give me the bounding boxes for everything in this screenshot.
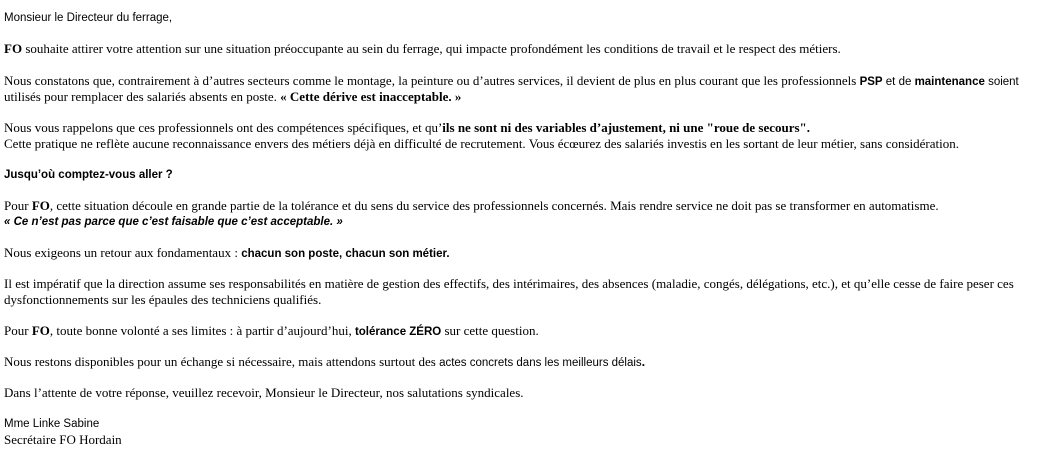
paragraph-2-line-1: Nous constatons que, contrairement à d’autres secteurs comme le montage, la peinture ou d’autres services, il devient de plus en plus courant que les professionnels PSP et de maintenance soient: [4, 73, 1019, 88]
psp-emphasis: PSP: [859, 76, 883, 88]
signature-name: Mme Linke Sabine: [4, 418, 100, 430]
tolerance-zero-emphasis: tolérance ZÉRO: [354, 326, 442, 338]
fo-emphasis: FO: [31, 323, 50, 338]
fo-emphasis: FO: [31, 198, 50, 213]
maintenance-emphasis: maintenance: [914, 76, 985, 88]
inacceptable-quote: « Cette dérive est inacceptable. »: [276, 89, 462, 104]
acceptable-quote: « Ce n’est pas parce que c’est faisable que c’est acceptable. »: [4, 216, 343, 228]
paragraph-3-line-1: Nous vous rappelons que ces professionnels ont des compétences spécifiques, et qu’ils ne sont ni des variables d’ajustement, ni une "roue de secours".: [4, 120, 811, 135]
paragraph-7: Pour FO, toute bonne volonté a ses limites : à partir d’aujourd’hui, tolérance ZÉRO sur cette question.: [4, 323, 539, 338]
paragraph-4-line-1: Pour FO, cette situation découle en grande partie de la tolérance et du sens du service des professionnels concernés. Mais rendre service ne doit pas se transformer en automatisme.: [4, 198, 939, 213]
paragraph-3-line-2: Cette pratique ne reflète aucune reconnaissance envers des métiers déjà en difficulté de recrutement. Vous écœurez des salariés investis en les sortant de leur métier, sans considération.: [4, 136, 959, 151]
salutation: Monsieur le Directeur du ferrage,: [4, 12, 173, 24]
paragraph-1: FO souhaite attirer votre attention sur une situation préoccupante au sein du ferrage, qui impacte profondément les conditions de travail et le respect des métiers.: [4, 41, 841, 56]
paragraph-6-line-1: Il est impératif que la direction assume ses responsabilités en matière de gestion des effectifs, des intérimaires, des absences (maladie, congés, délégations, etc.), et qu’elle cesse de faire peser ces: [4, 276, 1014, 291]
paragraph-8: Nous restons disponibles pour un échange si nécessaire, mais attendons surtout des actes concrets dans les meilleurs délais.: [4, 354, 645, 369]
fo-emphasis: FO: [4, 41, 23, 56]
chacun-son-poste-emphasis: chacun son poste, chacun son métier.: [241, 248, 450, 260]
signature-title: Secrétaire FO Hordain: [4, 432, 122, 447]
closing: Dans l’attente de votre réponse, veuillez recevoir, Monsieur le Directeur, nos salutations syndicales.: [4, 385, 524, 400]
paragraph-5: Nous exigeons un retour aux fondamentaux : chacun son poste, chacun son métier.: [4, 245, 450, 260]
paragraph-2-line-2: utilisés pour remplacer des salariés absents en poste. « Cette dérive est inacceptable. »: [4, 89, 462, 104]
paragraph-6-line-2: dysfonctionnements sur les épaules des techniciens qualifiés.: [4, 292, 322, 307]
question-heading: Jusqu’où comptez-vous aller ?: [4, 169, 173, 181]
variables-emphasis: ils ne sont ni des variables d’ajustement, ni une "roue de secours".: [442, 120, 811, 135]
